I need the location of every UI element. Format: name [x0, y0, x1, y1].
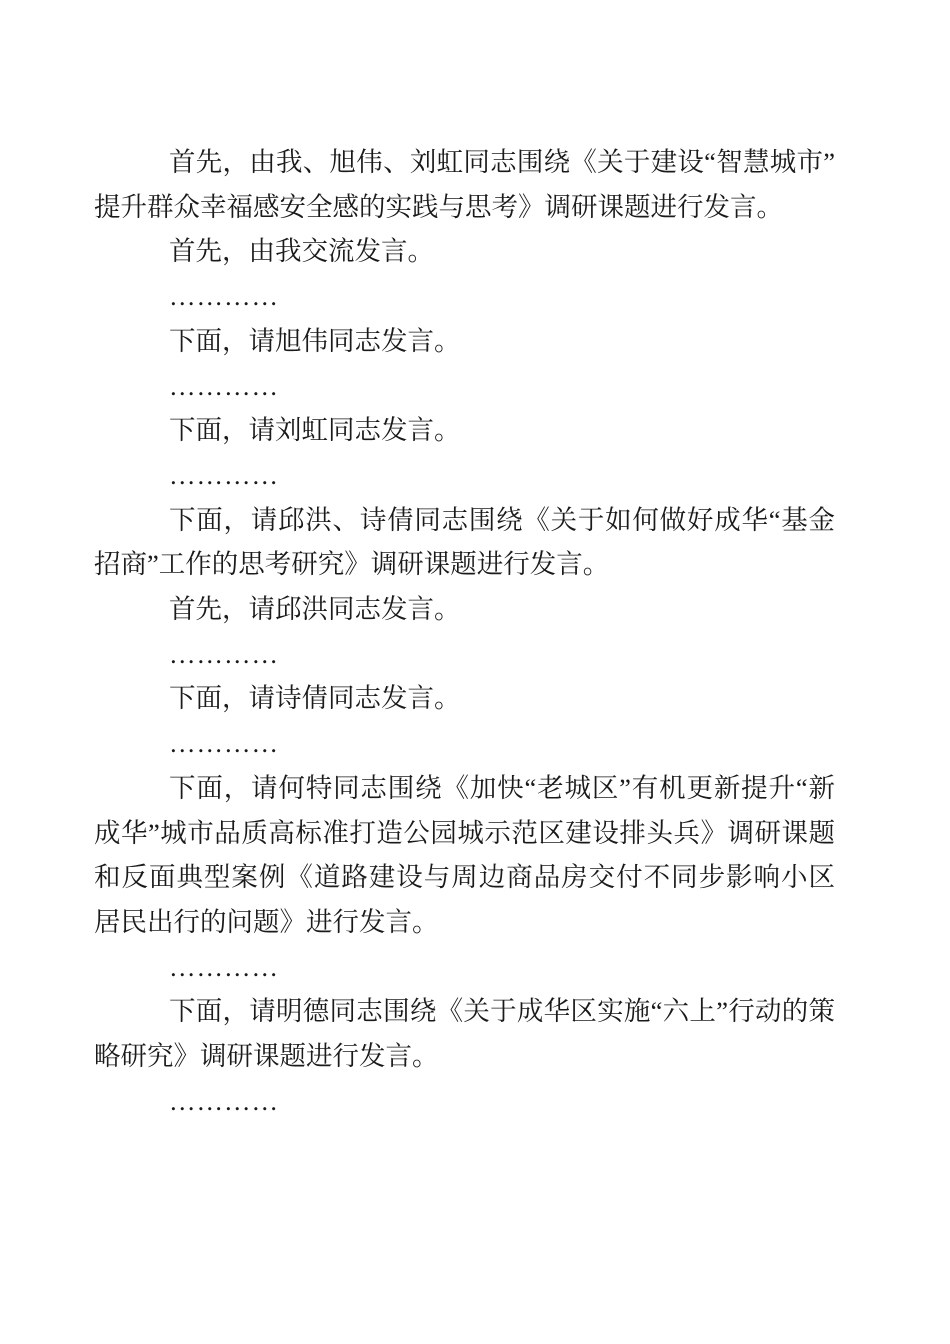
ellipsis-line: …………: [169, 951, 279, 982]
paragraph-speaker-qiuhong: 首先，请邱洪同志发言。: [169, 594, 461, 625]
ellipsis-line: …………: [169, 728, 279, 759]
paragraph-speaker-shiqian: 下面，请诗倩同志发言。: [169, 683, 461, 714]
paragraph-speaker-self: 首先，由我交流发言。: [169, 236, 434, 267]
ellipsis-line: …………: [169, 1085, 279, 1116]
paragraph-topic-intro-2: 下面，请邱洪、诗倩同志围绕《关于如何做好成华“基金招商”工作的思考研究》调研课题进行发言。: [94, 504, 835, 580]
paragraph-topic-intro-4: 下面，请明德同志围绕《关于成华区实施“六上”行动的策略研究》调研课题进行发言。: [94, 996, 835, 1072]
ellipsis-line: …………: [169, 638, 279, 669]
document-text-block: [94, 140, 835, 1123]
paragraph-topic-intro-3: 下面，请何特同志围绕《加快“老城区”有机更新提升“新成华”城市品质高标准打造公园城示范区建设排头兵》调研课题和反面典型案例《道路建设与周边商品房交付不同步影响小区居民出行的问题》进行发言。: [94, 772, 835, 937]
ellipsis-line: …………: [169, 281, 279, 312]
paragraph-speaker-liuhong: 下面，请刘虹同志发言。: [169, 415, 461, 446]
ellipsis-line: …………: [169, 370, 279, 401]
paragraph-topic-intro-1: 首先，由我、旭伟、刘虹同志围绕《关于建设“智慧城市”提升群众幸福感安全感的实践与思考》调研课题进行发言。: [94, 147, 835, 222]
ellipsis-line: …………: [169, 459, 279, 490]
paragraph-speaker-xuwei: 下面，请旭伟同志发言。: [169, 325, 461, 356]
